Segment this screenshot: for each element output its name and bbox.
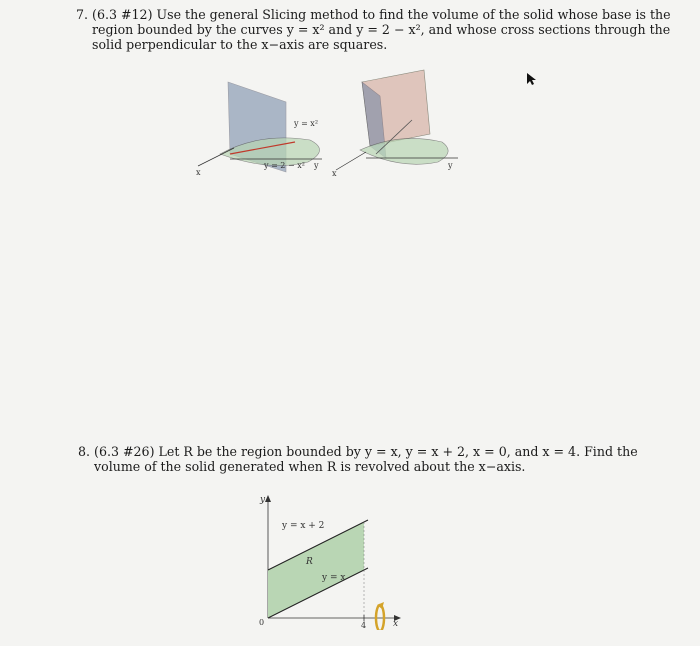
problem-reference: (6.3 #12): [92, 7, 153, 22]
label-lower-line: y = x: [322, 573, 346, 583]
label-upper-line: y = x + 2: [282, 521, 325, 531]
label-parabola: y = x²: [294, 119, 319, 128]
right-solid: [332, 70, 458, 178]
label-x-axis: x: [196, 168, 201, 177]
figure-square-cross-sections: [190, 62, 470, 192]
label-y-axis: y: [260, 495, 266, 505]
left-solid: [196, 82, 322, 177]
problem-text-line: Let R be the region bounded by y = x, y = x + 2, x = 0, and x = 4. Find the: [158, 444, 638, 459]
problem-number: 8.: [78, 444, 91, 459]
problem-7: [76, 7, 671, 52]
label-y-axis: y: [314, 161, 319, 170]
x-axis: [336, 152, 366, 170]
label-x-axis-right: x: [332, 169, 337, 178]
label-y-axis-right: y: [448, 161, 453, 170]
y-axis-arrow: [265, 495, 271, 502]
rotation-arrow-icon: [376, 602, 384, 630]
label-lower-curve: y = 2 − x²: [264, 161, 305, 170]
label-region: R: [306, 557, 313, 567]
mouse-cursor-icon: [526, 72, 538, 86]
problem-number: 7.: [76, 7, 89, 22]
label-x-axis: x: [393, 619, 399, 629]
region-r-shading: [268, 522, 364, 618]
problem-text-line: solid perpendicular to the x−axis are squares.: [92, 37, 388, 52]
problem-text-line: volume of the solid generated when R is revolved about the x−axis.: [94, 459, 526, 474]
problem-text-line: Use the general Slicing method to find the volume of the solid whose base is the: [156, 7, 671, 22]
problem-reference: (6.3 #26): [94, 444, 155, 459]
figure-region-r: [250, 490, 420, 630]
tick-label-zero: 0: [259, 618, 265, 627]
problem-text-line: region bounded by the curves y = x² and y = 2 − x², and whose cross sections through the: [92, 22, 671, 37]
tick-label-four: 4: [361, 621, 367, 630]
problem-8: [78, 444, 638, 474]
